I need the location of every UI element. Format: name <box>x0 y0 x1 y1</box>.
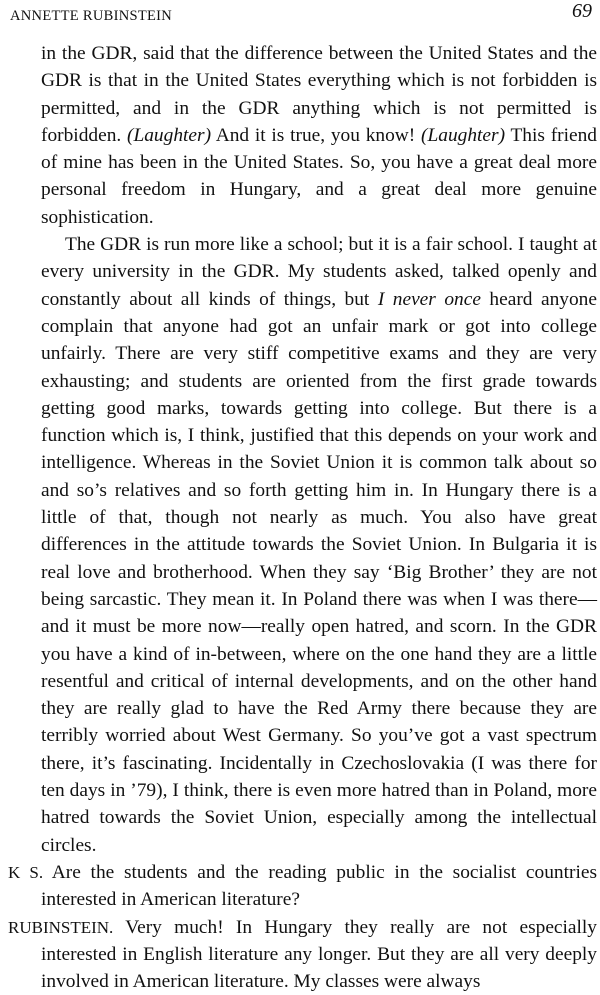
text-run: The GDR is run more like a school; but it is a fair school. I taught at every university in the GDR. My students asked, talked openly and constantly about all kinds of things, but <box>41 234 597 310</box>
body-text <box>8 40 597 995</box>
dialogue-text: Very much! In Hungary they really are not especially interested in English literature any longer. But they are all very deeply involved in American literature. My classes were always <box>41 917 597 993</box>
dialogue-entry <box>8 859 597 914</box>
dialogue-text: Are the students and the reading public in the socialist countries interested in American literature? <box>41 862 597 910</box>
stage-direction-laughter: (Laughter) <box>421 125 505 146</box>
dialogue-entry <box>8 914 597 995</box>
speaker-label: RUBINSTEIN. <box>8 918 113 937</box>
paragraph <box>8 231 597 859</box>
text-run: And it is true, you know! <box>211 125 421 146</box>
emphasis-text: I never once <box>378 289 481 310</box>
stage-direction-laughter: (Laughter) <box>127 125 211 146</box>
text-run: heard anyone complain that anyone had got an unfair mark or got into college unfairly. There are very stiff competitive exams and they are very exhausting; and students are oriented from the first grade towards getting good marks, towards getting into college. But there is a function which is, I think, justified that this depends on your work and intelligence. Whereas in the Soviet Union it is common talk about so and so’s relatives and so forth getting him in. In Hungary there is a little of that, though not nearly as much. You also have great differences in the attitude towards the Soviet Union. In Bulgaria it is real love and brotherhood. When they say ‘Big Brother’ they are not being sarcastic. They mean it. In Poland there was when I was there—and it must be more now—really open hatred, and scorn. In the GDR you have a kind of in-between, where on the one hand they are a little resentful and critical of internal developments, and on the other hand they are really glad to have the Red Army there because they are terribly worried about West Germany. So you’ve got a vast spectrum there, it’s fascinating. Incidentally in Czechoslovakia (I was there for ten days in ’79), I think, there is even more hatred than in Poland, more hatred towards the Soviet Union, especially among the intellectual circles. <box>41 289 597 856</box>
speaker-label: K S. <box>8 863 43 882</box>
running-head <box>8 0 597 40</box>
page-number: 69 <box>572 0 592 23</box>
running-head-author: ANNETTE RUBINSTEIN <box>10 8 172 25</box>
text-run: This friend of mine has been in the United States. So, you have a great deal more personal freedom in Hungary, and a great deal more genuine sophistication. <box>41 125 597 228</box>
text-run: in the GDR, said that the difference between the United States and the GDR is that in the United States everything which is not forbidden is permitted, and in the GDR anything which is not permitted is forbidden. <box>41 43 597 146</box>
paragraph-continued <box>8 40 597 231</box>
